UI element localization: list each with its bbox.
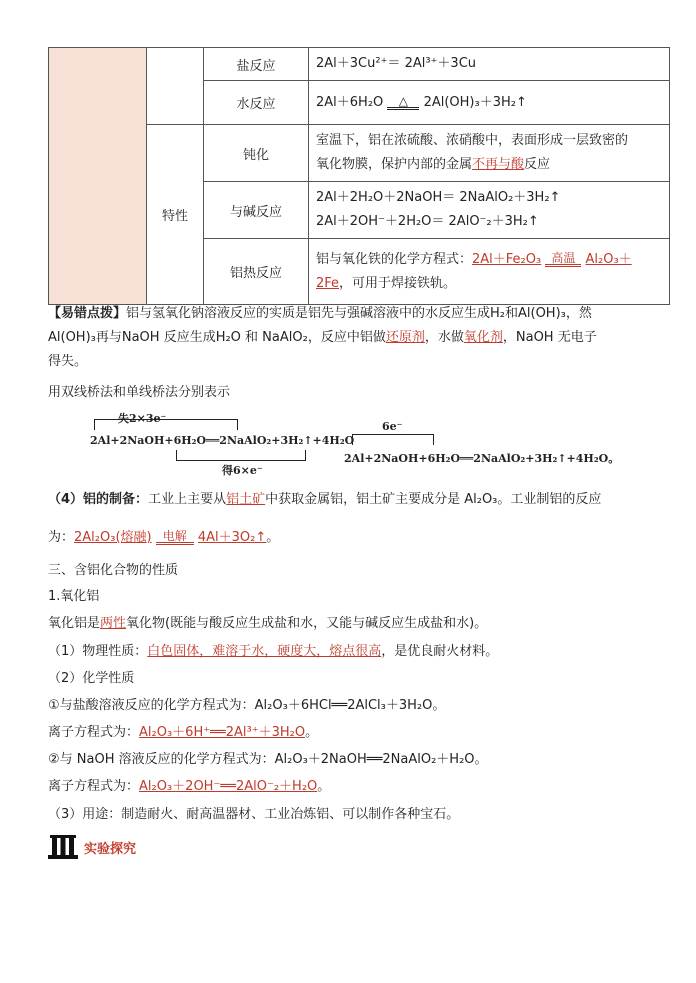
tip-paragraph: 【易错点拨】铝与氢氧化钠溶液反应的实质是铝先与强碱溶液中的水反应生成H₂和Al(OH)₃，然 Al(OH)₃再与NaOH 反应生成H₂O 和 NaAlO₂，反应中铝做还原剂，水做氧化剂，NaOH 无电子 得失。 [48,306,597,369]
tip-label: 【易错点拨】 [48,306,127,321]
double-bridge-equation: 2Al+2NaOH+6H₂O══2NaAlO₂+3H₂↑+4H₂O [90,434,355,447]
row-label-thermite: 铝热反应 [204,239,309,305]
test-tubes-icon [48,834,78,860]
gain-electrons-label: 得6×e⁻ [222,464,263,477]
single-bracket [352,434,434,445]
subsection-title: 1.氧化铝 [48,589,100,604]
reaction-acid: ①与盐酸溶液反应的化学方程式为：Al₂O₃＋6HCl══2AlCl₃＋3H₂O。 [48,698,446,713]
table-category: 特性 [147,125,204,305]
ionic-acid: 离子方程式为：Al₂O₃＋6H⁺══2Al³⁺＋3H₂O。 [48,725,319,740]
row-label-salt: 盐反应 [204,48,309,81]
single-bridge-label: 6e⁻ [382,420,403,433]
prep-label: （4）铝的制备 [48,492,136,507]
condition-high-temp: 高温 [545,252,581,267]
physical-properties: （1）物理性质：白色固体，难溶于水，硬度大，熔点很高，是优良耐火材料。 [48,644,499,659]
definition-line: 氧化铝是两性氧化物(既能与酸反应生成盐和水，又能与碱反应生成盐和水)。 [48,616,488,631]
reaction-base: ②与 NaOH 溶液反应的化学方程式为：Al₂O₃＋2NaOH══2NaAlO₂＋H₂O。 [48,752,488,767]
prep-paragraph: （4）铝的制备：工业上主要从铝土矿中获取金属铝，铝土矿主要成分是 Al₂O₃。工业制铝的反应 为：2Al₂O₃(熔融) 电解 4Al＋3O₂↑。 [48,492,602,545]
row-eq-passivation: 室温下，铝在浓硫酸、浓硝酸中，表面形成一层致密的 氧化物膜，保护内部的金属不再与酸反应 [309,125,670,182]
single-bridge-equation: 2Al+2NaOH+6H₂O══2NaAlO₂+3H₂↑+4H₂O。 [344,452,620,465]
ionic-base: 离子方程式为：Al₂O₃＋2OH⁻══2AlO⁻₂＋H₂O。 [48,779,331,794]
chemical-properties-heading: （2）化学性质 [48,671,135,686]
row-label-passivation: 钝化 [204,125,309,182]
experiment-heading [48,834,136,860]
table-side-cell [49,48,147,305]
row-eq-base: 2Al＋2H₂O＋2NaOH＝ 2NaAlO₂＋3H₂↑ 2Al＋2OH⁻＋2H₂O＝ 2AlO⁻₂＋3H₂↑ [309,182,670,239]
condition-heat: △ [387,95,419,110]
lose-electrons-label: 失2×3e⁻ [118,412,167,425]
gain-bracket [176,450,306,461]
lose-bracket [94,419,238,430]
condition-electrolysis: 电解 [156,530,194,545]
row-label-base: 与碱反应 [204,182,309,239]
experiment-label: 实验探究 [84,841,137,857]
row-eq-water: 2Al＋6H₂O △ 2Al(OH)₃＋3H₂↑ [309,81,670,125]
table-category-empty [147,48,204,125]
properties-table [48,47,670,305]
row-eq-thermite: 铝与氧化铁的化学方程式：2Al＋Fe₂O₃ 高温 Al₂O₃＋ 2Fe，可用于焊接铁轨。 [309,239,670,305]
section-title: 三、含铝化合物的性质 [48,563,179,578]
row-eq-salt: 2Al＋3Cu²⁺＝ 2Al³⁺＋3Cu [309,48,670,81]
bridge-intro: 用双线桥法和单线桥法分别表示 [48,385,231,400]
row-label-water: 水反应 [204,81,309,125]
uses-line: （3）用途：制造耐火、耐高温器材、工业冶炼铝、可以制作各种宝石。 [48,807,460,822]
